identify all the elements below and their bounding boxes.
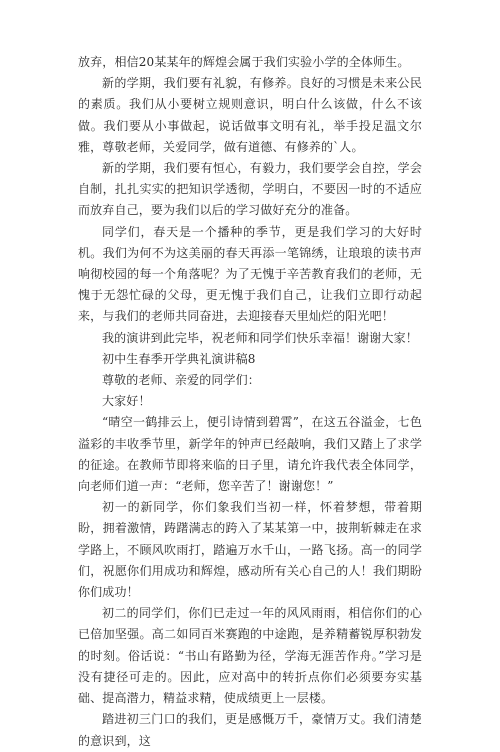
paragraph-12: 踏进初三门口的我们，更是感慨万千，豪情万丈。我们清楚的意识到，这 [78,712,422,748]
paragraph-9: “晴空一鹤排云上，便引诗情到碧霄”，在这五谷溢金，七色溢彩的丰收季节里，新学年的钟声已经敲响，我们又踏上了求学的征途。在教师节即将来临的日子里，请允许我代表全体同学，向老师们道一声：“老师，您辛苦了！谢谢您！” [78,415,422,494]
greeting: 大家好！ [102,394,151,409]
paragraph-10: 初一的新同学，你们象我们当初一样，怀着梦想，带着期盼，拥着激情，踌躇满志的跨入了某某第一中，披荆斩棘走在求学路上，不顾风吹雨打，踏遍万水千山，一路飞扬。高一的同学们，祝愿你们用成功和辉煌，感动所有关心自己的人！我们期盼你们成功！ [78,500,422,600]
paragraph-5: 我的演讲到此完毕，祝老师和同学们快乐幸福！谢谢大家！ [102,330,418,345]
paragraph-4: 同学们，春天是一个播种的季节，更是我们学习的大好时机。我们为何不为这美丽的春天再添一笔锦绣，让琅琅的读书声响彻校园的每一个角落呢？为了无愧于辛苦教育我们的老师，无愧于无怨忙碌的父母，更无愧于我们自己，让我们立即行动起来，与我们的老师共同奋进，去迎接春天里灿烂的阳光吧！ [78,224,422,324]
paragraph-2: 新的学期，我们要有礼貌，有修养。良好的习惯是未来公民的素质。我们从小要树立规则意识，明白什么该做，什么不该做。我们要从小事做起，说话做事文明有礼，举手投足温文尔雅，尊敬老师，关爱同学，做有道德、有修养的`人。 [78,76,422,154]
paragraph-11: 初二的同学们，你们已走过一年的风风雨雨，相信你们的心已倍加坚强。高二如同百米赛跑的中途跑，是养精蓄锐厚积勃发的时刻。俗话说：“书山有路勤为径，学海无涯苦作舟。”学习是没有捷径可走的。因此，应对高中的转折点你们必须要夯实基础、提高潜力，精益求精，使成绩更上一层楼。 [78,606,422,706]
paragraph-3: 新的学期，我们要有恒心，有毅力，我们要学会自控，学会自制，扎扎实实的把知识学透彻，学明白，不要因一时的不适应而放弃自己，要为我们以后的学习做好充分的准备。 [78,161,422,218]
paragraph-1: 放弃，相信20某某年的辉煌会属于我们实验小学的全体师生。 [78,55,410,69]
salutation: 尊敬的老师、亲爱的同学们： [102,373,260,388]
section-title: 初中生春季开学典礼演讲稿8 [102,351,256,366]
